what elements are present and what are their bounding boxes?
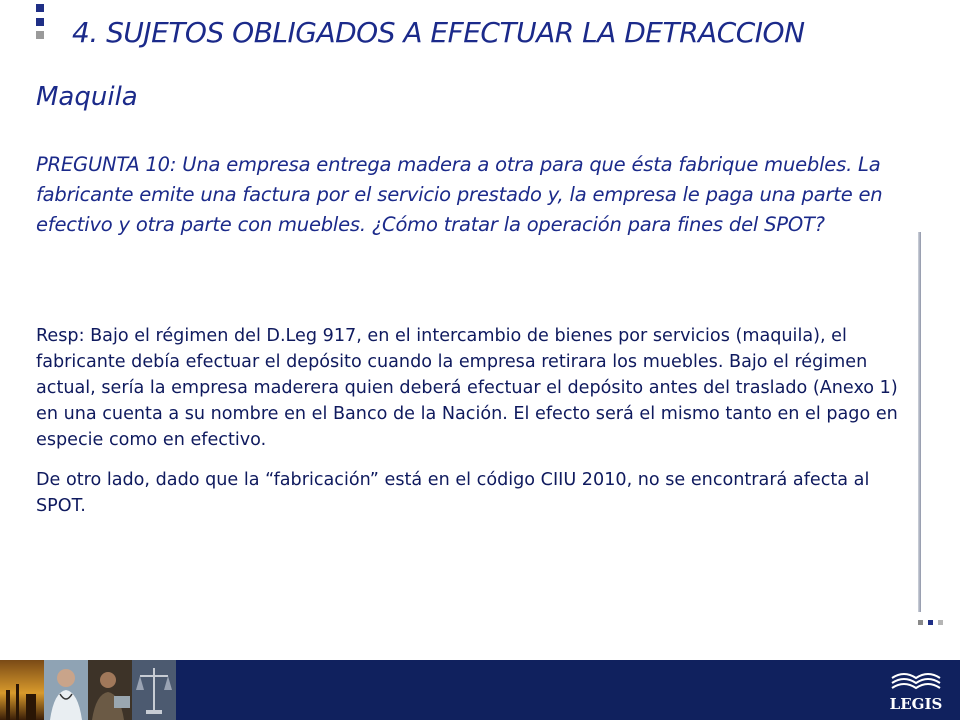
decor-vertical-line [918, 232, 921, 612]
worker-photo [88, 660, 132, 720]
answer-paragraph: De otro lado, dado que la “fabricación” está en el código CIIU 2010, no se encontrará afecta al SPOT. [36, 470, 870, 516]
decor-square [938, 620, 943, 625]
slide-subtitle: Maquila [36, 82, 138, 112]
answer-paragraph: Resp: Bajo el régimen del D.Leg 917, en el intercambio de bienes por servicios (maquila), el fabricante debía efectuar el depósito cuando la empresa retirara los muebles. Bajo el régimen actual, sería la empresa maderera quien deberá efectuar el depósito antes del traslado (Anexo 1) en una cuenta a su nombre en el Banco de la Nación. El efecto será el mismo tanto en el pago en especie como en efectivo. [36, 326, 898, 450]
decor-square [36, 31, 44, 39]
legis-logo [882, 666, 950, 714]
answer-text [36, 323, 916, 519]
industry-photo [0, 660, 44, 720]
decor-square [36, 4, 44, 12]
slide-title: 4. SUJETOS OBLIGADOS A EFECTUAR LA DETRACCION [72, 16, 805, 49]
footer-photo-strip [0, 660, 176, 720]
decor-square [918, 620, 923, 625]
footer-bar [0, 660, 960, 720]
legis-logo-text: LEGIS [889, 695, 943, 713]
scales-photo [132, 660, 176, 720]
question-paragraph: PREGUNTA 10: Una empresa entrega madera a otra para que ésta fabrique muebles. La fabricante emite una factura por el servicio prestado y, la empresa le paga una parte en efectivo y otra parte con muebles. ¿Cómo tratar la operación para fines del SPOT? [36, 153, 883, 236]
decor-square [928, 620, 933, 625]
doctor-photo [44, 660, 88, 720]
decor-square [36, 18, 44, 26]
question-text [36, 150, 916, 240]
